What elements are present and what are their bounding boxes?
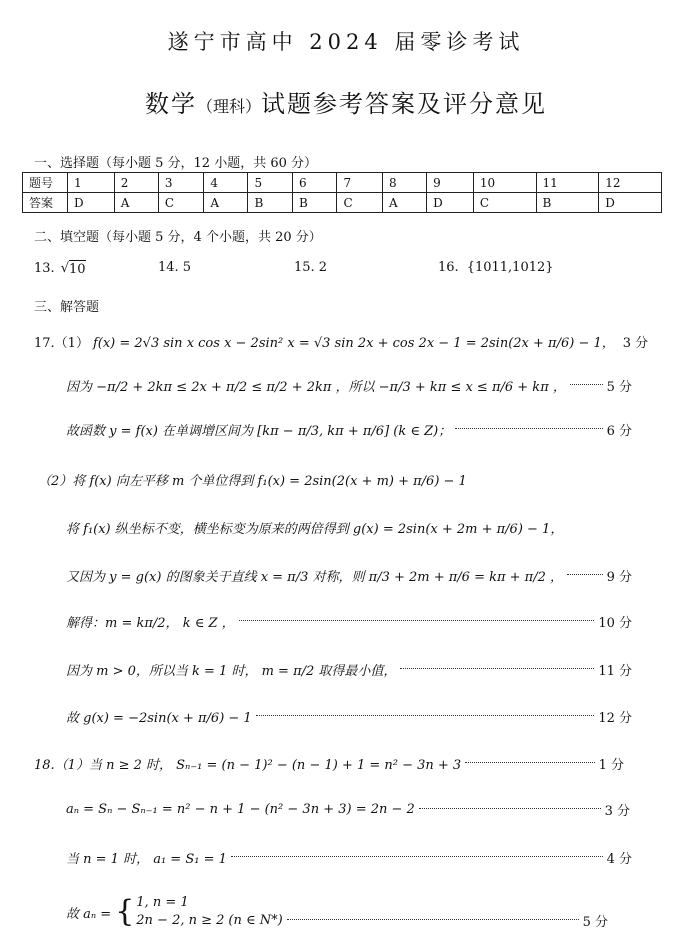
document-title [0, 84, 692, 119]
q17-step-6 [66, 566, 632, 585]
table-cell: 4 [204, 173, 248, 193]
score-label: 3 分 [604, 804, 630, 819]
table-cell: A [114, 193, 158, 213]
piecewise-case-2: 2n − 2, n ≥ 2 [136, 913, 225, 928]
score-label: 10 分 [598, 616, 632, 631]
title-rest: 试题参考答案及评分意见 [261, 90, 547, 118]
q17-step-4 [38, 470, 467, 489]
q17-expr-8: 因为 m > 0，所以当 k = 1 时， m = π/2 取得最小值， [66, 664, 397, 679]
leader-dots [239, 620, 595, 621]
leader-dots [400, 668, 594, 669]
table-cell: 10 [473, 173, 536, 193]
q17-expr-6: 又因为 y = g(x) 的图象关于直线 x = π/3 对称，则 π/3 + 2m + π/6 = kπ + π/2 ， [66, 570, 564, 585]
q17-step-8 [66, 660, 632, 679]
leader-dots [567, 574, 603, 575]
table-cell: 9 [427, 173, 474, 193]
table-cell: 5 [248, 173, 293, 193]
q18-domain: (n ∈ N*) [228, 912, 283, 928]
q17-expr-9: 故 g(x) = −2sin(x + π/6) − 1 [66, 711, 252, 726]
score-label: 3 分 [622, 336, 649, 351]
section-solution-heading: 三、解答题 [34, 300, 100, 315]
q17-step-2 [66, 376, 632, 395]
table-header-number: 题号 [23, 173, 68, 193]
table-cell: D [427, 193, 474, 213]
table-cell: C [473, 193, 536, 213]
score-label: 11 分 [598, 664, 632, 679]
score-label: 5 分 [582, 914, 608, 930]
q17-expr-1: f(x) = 2√3 sin x cos x − 2sin² x = √3 sin 2x + cos 2x − 1 = 2sin(2x + π/6) − 1， [92, 336, 615, 351]
table-cell: 2 [114, 173, 158, 193]
q16-value: {1011,1012} [466, 260, 554, 275]
q17-step-1 [34, 332, 649, 351]
fill-answer-14: 14. 5 [158, 260, 192, 275]
title-subject: 数学 [144, 90, 197, 118]
table-cell: 7 [337, 173, 383, 193]
table-cell: B [536, 193, 599, 213]
q17-step-3 [66, 420, 632, 439]
title-paren: （理科） [196, 97, 261, 116]
score-label: 4 分 [606, 852, 632, 867]
leader-dots [231, 856, 603, 857]
score-label: 9 分 [606, 570, 632, 585]
fill-answer-15: 15. 2 [294, 260, 328, 275]
q17-expr-3: 故函数 y = f(x) 在单调增区间为 [kπ − π/3, kπ + π/6] (k ∈ Z)； [66, 424, 452, 439]
q17-expr-2: 因为 −π/2 + 2kπ ≤ 2x + π/2 ≤ π/2 + 2kπ ，所以 −π/3 + kπ ≤ x ≤ π/6 + kπ ， [66, 380, 566, 395]
q16-label: 16. [438, 260, 459, 275]
leader-dots [419, 808, 601, 809]
table-cell: D [599, 193, 662, 213]
leader-dots [465, 762, 594, 763]
q17-step-5 [66, 518, 563, 537]
q18-step-4 [66, 892, 608, 932]
table-cell: 8 [383, 173, 427, 193]
piecewise-case-1: 1, n = 1 [136, 895, 189, 910]
table-cell: A [383, 193, 427, 213]
q13-label: 13. [34, 261, 55, 276]
q18-expr-3: 当 n = 1 时， a₁ = S₁ = 1 [66, 852, 227, 867]
score-label: 6 分 [606, 424, 632, 439]
answer-table [22, 172, 662, 213]
table-row-numbers [23, 173, 662, 193]
q18-step-3 [66, 848, 632, 867]
q17-step-9 [66, 707, 632, 726]
q18-step-2 [66, 800, 630, 819]
q13-value: 10 [68, 262, 86, 277]
table-cell: D [68, 193, 115, 213]
leader-dots [455, 428, 602, 429]
table-cell: 3 [158, 173, 204, 193]
q17-label: 17.（1） [34, 336, 89, 351]
table-cell: C [337, 193, 383, 213]
q18-step-1 [34, 754, 624, 773]
table-cell: 1 [68, 173, 115, 193]
sqrt-icon: √ [60, 261, 69, 276]
section-fill-heading: 二、填空题（每小题 5 分，4 个小题，共 20 分） [34, 230, 322, 245]
left-brace-icon: { [115, 894, 135, 929]
score-label: 12 分 [598, 711, 632, 726]
table-row-answers [23, 193, 662, 213]
fill-answer-13 [34, 260, 86, 277]
score-label: 5 分 [606, 380, 632, 395]
table-cell: A [204, 193, 248, 213]
table-cell: 11 [536, 173, 599, 193]
q17-expr-5: 将 f₁(x) 纵坐标不变，横坐标变为原来的两倍得到 g(x) = 2sin(x + 2m + π/6) − 1， [66, 522, 564, 537]
exam-title: 遂宁市高中 2024 届零诊考试 [167, 30, 525, 54]
fill-answer-16 [438, 260, 554, 275]
piecewise-cases [136, 894, 224, 930]
q18-expr-1: 18.（1）当 n ≥ 2 时， Sₙ₋₁ = (n − 1)² − (n − 1) + 1 = n² − 3n + 3 [34, 758, 462, 773]
q17-expr-4: （2）将 f(x) 向左平移 m 个单位得到 f₁(x) = 2sin(2(x + m) + π/6) − 1 [38, 474, 467, 489]
table-cell: C [158, 193, 204, 213]
table-header-answer: 答案 [23, 193, 68, 213]
score-label: 1 分 [598, 758, 624, 773]
leader-dots [256, 715, 595, 716]
q18-prefix: 故 aₙ = [66, 906, 112, 922]
table-cell: B [248, 193, 293, 213]
leader-dots [287, 919, 579, 920]
table-cell: 6 [292, 173, 337, 193]
table-cell: 12 [599, 173, 662, 193]
q18-expr-2: aₙ = Sₙ − Sₙ₋₁ = n² − n + 1 − (n² − 3n + 3) = 2n − 2 [66, 802, 415, 817]
table-cell: B [292, 193, 337, 213]
q17-expr-7: 解得：m = kπ/2， k ∈ Z ， [66, 616, 235, 631]
section-choice-heading: 一、选择题（每小题 5 分，12 小题，共 60 分） [34, 156, 318, 171]
q17-step-7 [66, 612, 632, 631]
leader-dots [570, 384, 603, 385]
